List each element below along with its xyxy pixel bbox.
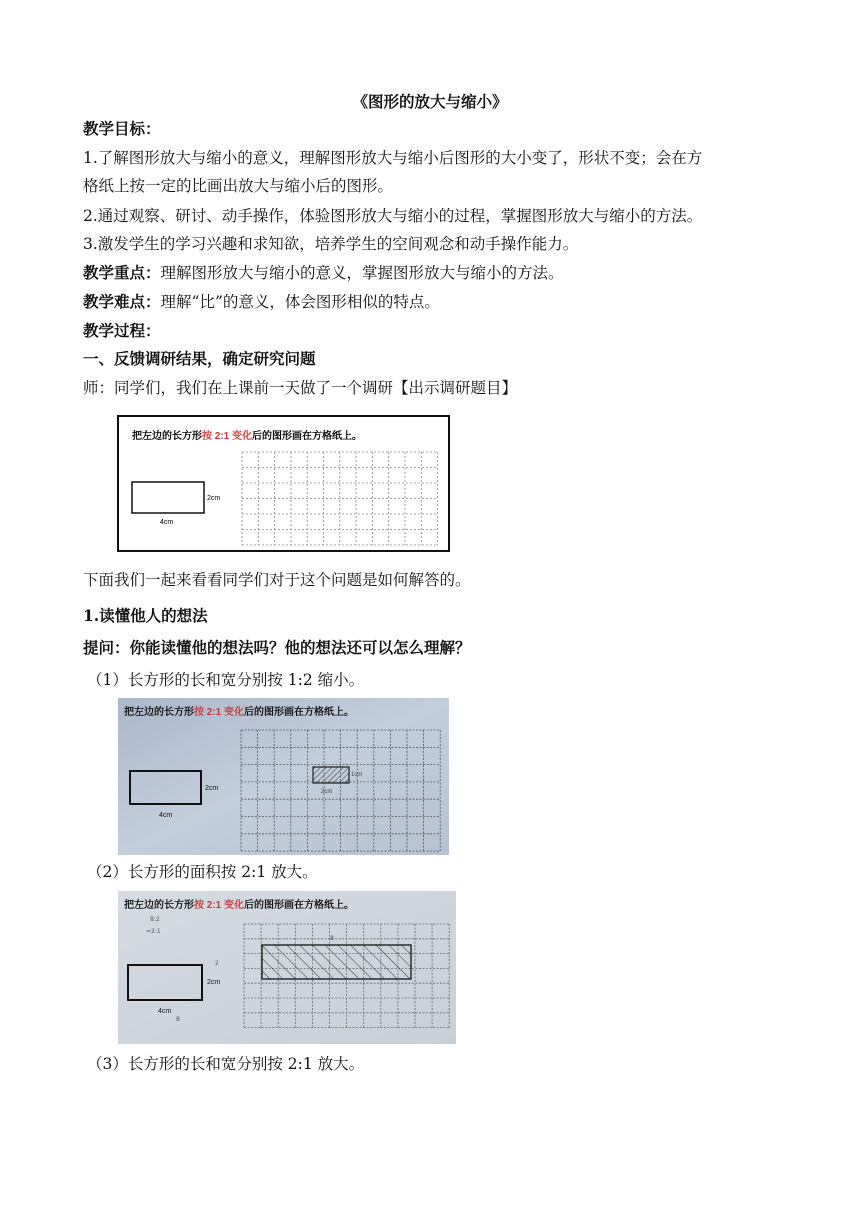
answer-2-ratio-mark-a: 8:2	[150, 916, 160, 923]
svg-text:把左边的长方形按 2:1 变化后的图形画在方格纸上。: 把左边的长方形按 2:1 变化后的图形画在方格纸上。	[124, 707, 355, 718]
svg-text:4cm: 4cm	[158, 1008, 172, 1015]
case-3-text: （3）长方形的长和宽分别按 2:1 放大。	[87, 1055, 365, 1073]
answer-2-top-mark: 8	[330, 935, 334, 942]
goal-3: 3.激发学生的学习兴趣和求知欲，培养学生的空间观念和动手操作能力。	[83, 235, 579, 253]
section-1-heading: 一、反馈调研结果，确定研究问题	[83, 349, 316, 368]
difficulty-line	[83, 291, 440, 313]
keypoint-line	[83, 262, 564, 284]
difficulty-text: 理解“比”的意义，体会图形相似的特点。	[160, 293, 440, 311]
answer-2-side-mark: 2	[215, 960, 219, 967]
svg-text:4cm: 4cm	[159, 812, 173, 819]
after-figure-text: 下面我们一起来看看同学们对于这个问题是如何解答的。	[83, 571, 471, 589]
enlarged-area-rectangle	[262, 945, 411, 979]
goal-1-line-1: 1.了解图形放大与缩小的意义，理解图形放大与缩小后图形的大小变了，形状不变；会在方	[83, 149, 703, 167]
keypoint-label: 教学重点：	[83, 263, 161, 282]
svg-text:2cm: 2cm	[207, 979, 221, 986]
page-title: 《图形的放大与缩小》	[352, 92, 508, 111]
process-heading: 教学过程：	[83, 321, 161, 340]
svg-text:把左边的长方形按 2:1 变化后的图形画在方格纸上。: 把左边的长方形按 2:1 变化后的图形画在方格纸上。	[124, 900, 355, 911]
answer-2-bottom-mark: 8	[176, 1016, 180, 1023]
width-label: 2cm	[207, 495, 221, 502]
answer-1-bottom-mark: 2cm	[321, 789, 333, 795]
case-2-text: （2）长方形的面积按 2:1 放大。	[87, 863, 318, 881]
teacher-line: 师：同学们，我们在上课前一天做了一个调研【出示调研题目】	[83, 379, 518, 397]
goal-2: 2.通过观察、研讨、动手操作，体验图形放大与缩小的过程，掌握图形放大与缩小的方法。	[83, 207, 703, 225]
answer-2-ratio-mark-b: =2:1	[146, 928, 161, 935]
goals-heading: 教学目标：	[83, 119, 161, 138]
case-1-text: （1）长方形的长和宽分别按 1:2 缩小。	[87, 671, 365, 689]
task-figure	[117, 415, 450, 552]
student-answer-photo-2	[118, 891, 456, 1044]
student-answer-photo-1	[118, 698, 449, 855]
question-line: 提问：你能读懂他的想法吗？他的想法还可以怎么理解？	[83, 638, 471, 657]
subsection-1-heading: 1.读懂他人的想法	[83, 606, 208, 625]
shrunk-rectangle	[313, 767, 349, 783]
svg-text:2cm: 2cm	[205, 785, 219, 792]
figure-prompt: 把左边的长方形按 2:1 变化后的图形画在方格纸上。	[132, 431, 363, 442]
goal-1-line-2: 格纸上按一定的比画出放大与缩小后的图形。	[83, 177, 394, 195]
length-label: 4cm	[160, 519, 174, 526]
answer-1-right-mark: 1cm	[351, 772, 363, 778]
keypoint-text: 理解图形放大与缩小的意义，掌握图形放大与缩小的方法。	[160, 264, 564, 282]
difficulty-label: 教学难点：	[83, 292, 161, 311]
